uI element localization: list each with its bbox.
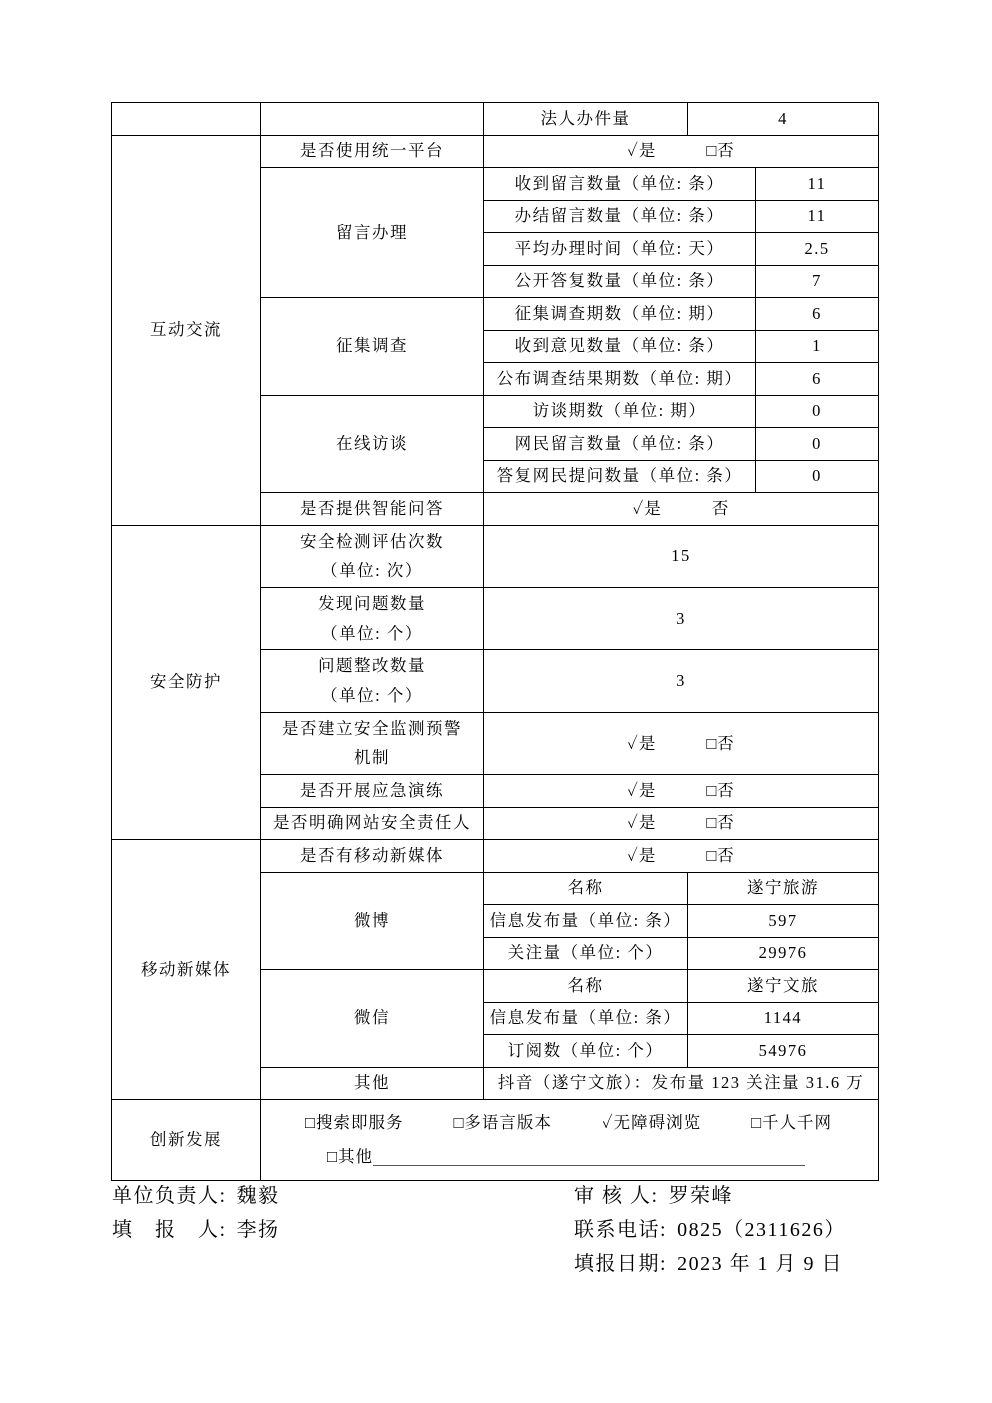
section-label-interaction: 互动交流 xyxy=(112,135,261,525)
metric-label-corp-cases: 法人办件量 xyxy=(484,103,688,136)
metric-value: 2.5 xyxy=(756,233,879,266)
unit-head-line xyxy=(112,1179,280,1213)
metric-label: 答复网民提问数量（单位: 条） xyxy=(484,460,756,493)
group-label-weibo: 微博 xyxy=(261,872,484,970)
yes-no-group xyxy=(486,138,876,164)
metric-label: 平均办理时间（单位: 天） xyxy=(484,233,756,266)
metric-label-monitor-mechanism xyxy=(261,712,484,774)
table-row xyxy=(112,1100,879,1181)
unit-head-name: 魏毅 xyxy=(236,1185,280,1207)
no-checkbox-unchecked: □否 xyxy=(706,780,735,800)
metric-value-weibo-name: 遂宁旅游 xyxy=(688,872,879,905)
group-label-wechat: 微信 xyxy=(261,970,484,1068)
label-line: （单位: 次） xyxy=(321,561,423,581)
metric-label: 名称 xyxy=(484,970,688,1003)
metric-label: 订阅数（单位: 个） xyxy=(484,1035,688,1068)
metric-value: 11 xyxy=(756,168,879,201)
metric-label: 关注量（单位: 个） xyxy=(484,937,688,970)
group-label-online-interview: 在线访谈 xyxy=(261,395,484,493)
yes-no-group xyxy=(486,778,876,804)
report-date-label: 填报日期: xyxy=(574,1253,668,1275)
label-line: 安全检测评估次数 xyxy=(300,531,444,551)
no-checkbox-unchecked: □否 xyxy=(706,141,735,161)
metric-label: 网民留言数量（单位: 条） xyxy=(484,428,756,461)
no-checkbox-unchecked: □否 xyxy=(706,845,735,865)
yes-no-group xyxy=(486,731,876,757)
metric-label-problems-fixed xyxy=(261,650,484,712)
prev-group-empty-cell xyxy=(261,103,484,136)
metric-label: 收到意见数量（单位: 条） xyxy=(484,330,756,363)
has-media-answer-cell xyxy=(484,840,879,873)
other-fill-in-underline xyxy=(373,1165,805,1166)
metric-value: 1 xyxy=(756,330,879,363)
metric-label: 信息发布量（单位: 条） xyxy=(484,905,688,938)
unit-head-label: 单位负责人: xyxy=(112,1185,227,1207)
group-label-survey: 征集调查 xyxy=(261,298,484,396)
yes-no-group xyxy=(486,810,876,836)
metric-value: 0 xyxy=(756,428,879,461)
contact-phone-line xyxy=(574,1213,846,1247)
metric-label: 办结留言数量（单位: 条） xyxy=(484,200,756,233)
metric-value-corp-cases: 4 xyxy=(688,103,879,136)
metric-value: 29976 xyxy=(688,937,879,970)
report-table xyxy=(111,102,879,1181)
metric-label-problems-found xyxy=(261,587,484,649)
metric-value: 0 xyxy=(756,395,879,428)
section-label-innovation: 创新发展 xyxy=(112,1100,261,1181)
metric-value: 7 xyxy=(756,265,879,298)
label-line: 发现问题数量 xyxy=(318,593,426,613)
filler-name: 李扬 xyxy=(236,1219,280,1241)
metric-label: 信息发布量（单位: 条） xyxy=(484,1002,688,1035)
metric-value: 0 xyxy=(756,460,879,493)
reviewer-name: 罗荣峰 xyxy=(668,1185,734,1207)
metric-label-unified-platform: 是否使用统一平台 xyxy=(261,135,484,168)
metric-label: 收到留言数量（单位: 条） xyxy=(484,168,756,201)
innovation-options-cell xyxy=(261,1100,879,1181)
label-line: 问题整改数量 xyxy=(318,656,426,676)
metric-value: 11 xyxy=(756,200,879,233)
yes-checkbox-checked: ✓是 xyxy=(632,498,662,518)
metric-value-wechat-name: 遂宁文旅 xyxy=(688,970,879,1003)
option-search-service-unchecked: □搜索即服务 xyxy=(305,1113,404,1133)
group-label-other-media: 其他 xyxy=(261,1067,484,1100)
monitor-answer-cell xyxy=(484,712,879,774)
section-label-security: 安全防护 xyxy=(112,525,261,840)
metric-label: 公开答复数量（单位: 条） xyxy=(484,265,756,298)
contact-phone-value: 0825（2311626） xyxy=(677,1219,846,1241)
yes-checkbox-checked: ✓是 xyxy=(627,813,657,833)
option-accessibility-checked: ✓无障碍浏览 xyxy=(601,1113,702,1133)
yes-no-group xyxy=(486,843,876,869)
section-label-mobile-media: 移动新媒体 xyxy=(112,840,261,1100)
reviewer-line xyxy=(574,1179,846,1213)
metric-value: 3 xyxy=(484,587,879,649)
metric-label: 名称 xyxy=(484,872,688,905)
footer-right-column xyxy=(574,1179,846,1281)
metric-label-security-officer: 是否明确网站安全责任人 xyxy=(261,807,484,840)
officer-answer-cell xyxy=(484,807,879,840)
metric-label-has-mobile-media: 是否有移动新媒体 xyxy=(261,840,484,873)
no-checkbox-unchecked: □否 xyxy=(706,813,735,833)
option-multilingual-unchecked: □多语言版本 xyxy=(453,1113,552,1133)
metric-label-emergency-drill: 是否开展应急演练 xyxy=(261,775,484,808)
innovation-options-row xyxy=(263,1110,876,1136)
report-date-value: 2023 年 1 月 9 日 xyxy=(677,1253,844,1275)
metric-label-smart-qa: 是否提供智能问答 xyxy=(261,493,484,526)
metric-value: 597 xyxy=(688,905,879,938)
metric-label: 访谈期数（单位: 期） xyxy=(484,395,756,428)
label-line: 是否建立安全监测预警 xyxy=(282,718,462,738)
label-line: （单位: 个） xyxy=(321,623,423,643)
table-row xyxy=(112,525,879,587)
no-option-plain: 否 xyxy=(711,498,730,518)
metric-value: 1144 xyxy=(688,1002,879,1035)
yes-checkbox-checked: ✓是 xyxy=(627,780,657,800)
reviewer-label: 审 核 人: xyxy=(574,1185,659,1207)
metric-label: 征集调查期数（单位: 期） xyxy=(484,298,756,331)
label-line: 机制 xyxy=(354,748,390,768)
table-row xyxy=(112,135,879,168)
metric-value: 54976 xyxy=(688,1035,879,1068)
unified-platform-answer-cell xyxy=(484,135,879,168)
no-checkbox-unchecked: □否 xyxy=(706,733,735,753)
metric-label: 公布调查结果期数（单位: 期） xyxy=(484,363,756,396)
contact-phone-label: 联系电话: xyxy=(574,1219,668,1241)
prev-section-empty-cell xyxy=(112,103,261,136)
table-row xyxy=(112,103,879,136)
innovation-other-row xyxy=(263,1145,876,1170)
smart-qa-answer-cell xyxy=(484,493,879,526)
metric-value: 15 xyxy=(484,525,879,587)
filler-line xyxy=(112,1213,280,1247)
yes-checkbox-checked: ✓是 xyxy=(627,141,657,161)
report-date-line xyxy=(574,1247,846,1281)
filler-label: 填 报 人: xyxy=(112,1219,227,1241)
table-row xyxy=(112,840,879,873)
report-sheet xyxy=(111,102,879,1181)
group-label-message-handling: 留言办理 xyxy=(261,168,484,298)
drill-answer-cell xyxy=(484,775,879,808)
metric-label-security-checks xyxy=(261,525,484,587)
metric-value: 3 xyxy=(484,650,879,712)
yes-checkbox-checked: ✓是 xyxy=(627,845,657,865)
option-qianrenqianwang-unchecked: □千人千网 xyxy=(751,1113,833,1133)
yes-checkbox-checked: ✓是 xyxy=(627,733,657,753)
option-other-unchecked: □其他 xyxy=(327,1146,373,1166)
footer-left-column xyxy=(112,1179,280,1247)
metric-value: 6 xyxy=(756,298,879,331)
yes-no-group xyxy=(486,496,876,522)
label-line: （单位: 个） xyxy=(321,685,423,705)
metric-value: 6 xyxy=(756,363,879,396)
metric-value-other-media: 抖音（遂宁文旅）：发布量 123 关注量 31.6 万 xyxy=(484,1067,879,1100)
